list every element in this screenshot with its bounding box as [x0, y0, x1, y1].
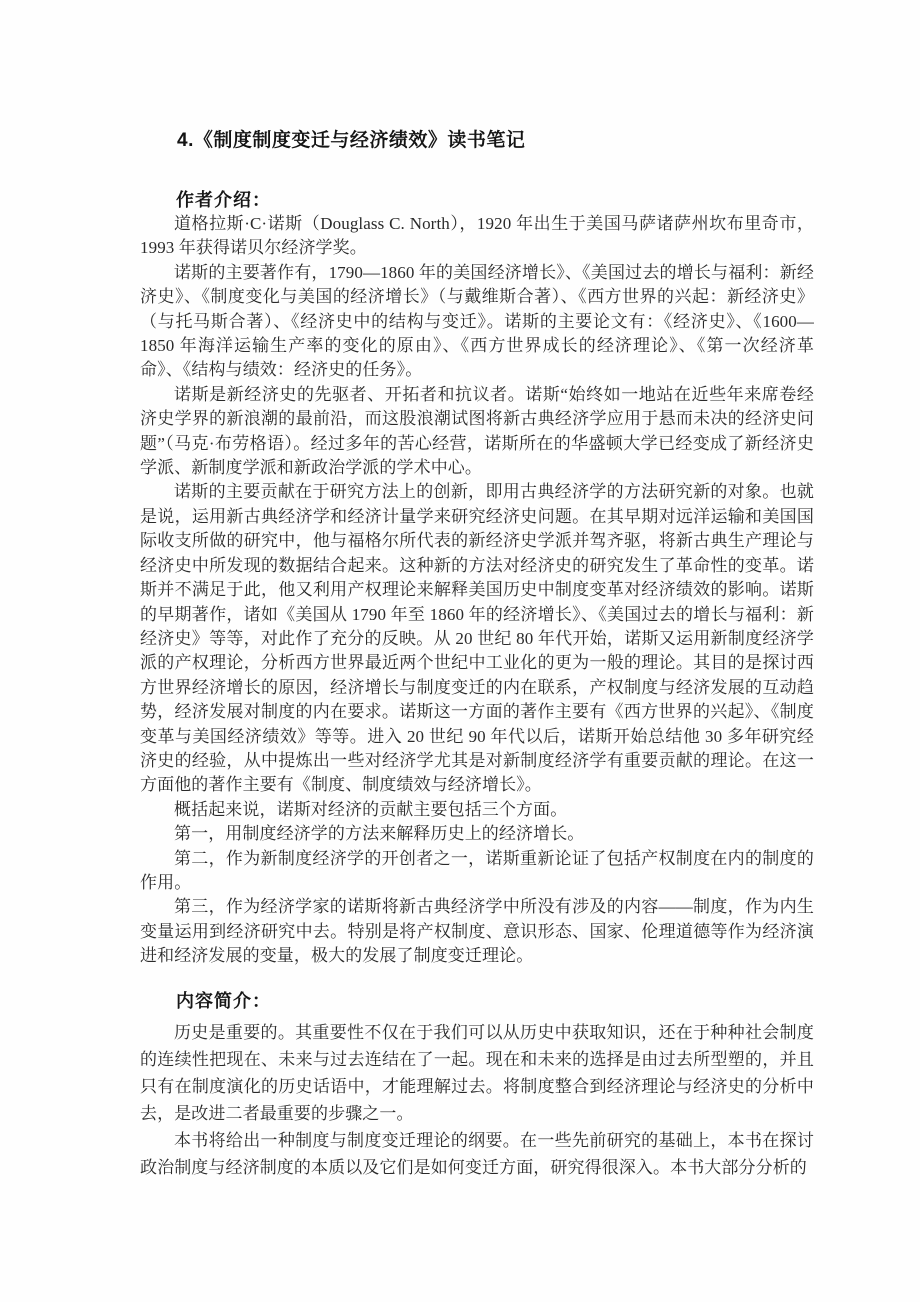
paragraph: 诺斯是新经济史的先驱者、开拓者和抗议者。诺斯“始终如一地站在近些年来席卷经济史学界的新浪潮的最前沿，而这股浪潮试图将新古典经济学应用于悬而未决的经济史问题”（马克·布劳格语）。经过多年的苦心经营，诺斯所在的华盛顿大学已经变成了新经济史学派、新制度学派和新政治学派的学术中心。 — [140, 384, 814, 478]
section-heading: 内容简介： — [176, 990, 271, 1011]
paragraph: 诺斯的主要著作有，1790—1860 年的美国经济增长》、《美国过去的增长与福利：新经济史》、《制度变化与美国的经济增长》（与戴维斯合著）、《西方世界的兴起：新经济史》（与托马斯合著）、《经济史中的结构与变迁》。诺斯的主要论文有：《经济史》、《1600—1850 年海洋运输生产率的变化的原由》、《西方世界成长的经济理论》、《第一次经济革命》、《结构与绩效：经济史的任务》。 — [140, 262, 814, 380]
paragraph: 本书将给出一种制度与制度变迁理论的纲要。在一些先前研究的基础上，本书在探讨政治制度与经济制度的本质以及它们是如何变迁方面，研究得很深入。本书大部分分析的 — [140, 1130, 814, 1177]
paragraph: 历史是重要的。其重要性不仅在于我们可以从历史中获取知识，还在于种种社会制度的连续性把现在、未来与过去连结在了一起。现在和未来的选择是由过去所型塑的，并且只有在制度演化的历史话语中，才能理解过去。将制度整合到经济理论与经济史的分析中去，是改进二者最重要的步骤之一。 — [140, 1022, 814, 1123]
paragraph: 概括起来说，诺斯对经济的贡献主要包括三个方面。 — [174, 799, 568, 819]
paragraph: 第二，作为新制度经济学的开创者之一，诺斯重新论证了包括产权制度在内的制度的作用。 — [140, 848, 814, 892]
paragraph: 道格拉斯·C·诺斯（Douglass C. North），1920 年出生于美国马萨诸萨州坎布里奇市，1993 年获得诺贝尔经济学奖。 — [140, 214, 814, 258]
section-heading: 作者介绍： — [176, 190, 271, 210]
page-title: 4.《制度制度变迁与经济绩效》读书笔记 — [177, 130, 526, 151]
sections-container — [140, 188, 814, 1181]
paragraph: 第三，作为经济学家的诺斯将新古典经济学中所没有涉及的内容——制度，作为内生变量运用到经济研究中去。特别是将产权制度、意识形态、国家、伦理道德等作为经济演进和经济发展的变量，极大的发展了制度变迁理论。 — [140, 897, 814, 966]
paragraph: 第一，用制度经济学的方法来解释历史上的经济增长。 — [174, 824, 585, 844]
document-content — [140, 0, 814, 1181]
paragraph: 诺斯的主要贡献在于研究方法上的创新，即用古典经济学的方法研究新的对象。也就是说，运用新古典经济学和经济计量学来研究经济史问题。在其早期对远洋运输和美国国际收支所做的研究中，他与福格尔所代表的新经济史学派并驾齐驱，将新古典生产理论与经济史中所发现的数据结合起来。这种新的方法对经济史的研究发生了革命性的变革。诺斯并不满足于此，他又利用产权理论来解释美国历史中制度变革对经济绩效的影响。诺斯的早期著作，诸如《美国从 1790 年至 1860 年的经济增长》、《美国过去的增长与福利：新经济史》等等，对此作了充分的反映。从 20 世纪 80 年代开始，诺斯又运用新制度经济学派的产权理论，分析西方世界最近两个世纪中工业化的更为一般的理论。其目的是探讨西方世界经济增长的原因，经济增长与制度变迁的内在联系，产权制度与经济发展的互动趋势，经济发展对制度的内在要求。诺斯这一方面的著作主要有《西方世界的兴起》、《制度变革与美国经济绩效》等等。进入 20 世纪 90 年代以后，诺斯开始总结他 30 多年研究经济史的经验，从中提炼出一些对经济学尤其是对新制度经济学有重要贡献的理论。在这一方面他的著作主要有《制度、制度绩效与经济增长》。 — [140, 482, 814, 795]
content-summary-section — [140, 989, 814, 1181]
author-intro-section — [140, 188, 814, 969]
